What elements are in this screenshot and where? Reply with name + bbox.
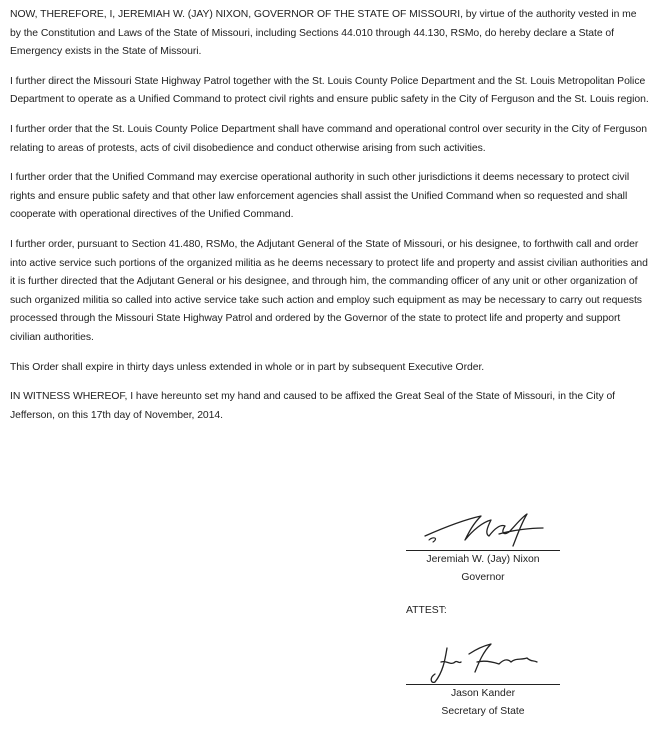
- paragraph-witness: IN WITNESS WHEREOF, I have hereunto set my hand and caused to be affixed the Great Seal of the State of Missouri, in the City of Jefferson, on this 17th day of November, 2014.: [10, 391, 616, 421]
- governor-signature-image: [403, 506, 563, 550]
- paragraph-unified-command: I further direct the Missouri State Highway Patrol together with the St. Louis County Police Department and the St. Louis Metropolitan Police Department to operate as a Unified Command to protect civil rights and ensure public safety in the City of Ferguson and the St. Louis region.: [10, 75, 649, 106]
- secretary-title: Secretary of State: [441, 706, 525, 717]
- paragraph-militia-order: I further order, pursuant to Section 41.480, RSMo, the Adjutant General of the State of Missouri, or his designee, to forthwith call and order into active service such portions of the organized militia as he deems necessary to protect life and property and assist civilian authorities and it is further directed that the Adjutant General or his designee, and through him, the commanding officer of any unit or other organization of such organized militia so called into active service take such action and employ such equipment as may be necessary to carry out requests processed through the Missouri State Highway Patrol and ordered by the Governor of the state to protect life and property and support civilian authorities.: [10, 238, 648, 343]
- secretary-signature-block: [403, 640, 563, 721]
- governor-signature-block: [403, 506, 563, 587]
- paragraph-operational-authority: I further order that the Unified Command may exercise operational authority in such other jurisdictions it deems necessary to protect civil rights and ensure public safety and that other law enforcement agencies shall assist the Unified Command when so requested and shall cooperate with operational directives of the Unified Command.: [10, 172, 630, 221]
- governor-title: Governor: [461, 572, 505, 583]
- secretary-signature-image: [403, 640, 563, 684]
- governor-name: Jeremiah W. (Jay) Nixon: [426, 554, 540, 565]
- paragraph-expiration: This Order shall expire in thirty days unless extended in whole or in part by subsequent Executive Order.: [10, 361, 485, 373]
- paragraph-county-police-control: I further order that the St. Louis County Police Department shall have command and operational control over security in the City of Ferguson relating to areas of protests, acts of civil disobedience and conduct otherwise arising from such activities.: [10, 123, 647, 154]
- secretary-name: Jason Kander: [450, 688, 516, 699]
- attest-label: ATTEST:: [406, 605, 447, 616]
- paragraph-declaration: NOW, THEREFORE, I, JEREMIAH W. (JAY) NIXON, GOVERNOR OF THE STATE OF MISSOURI, by virtue of the authority vested in me by the Constitution and Laws of the State of Missouri, including Sections 44.010 through 44.130, RSMo, do hereby declare a State of Emergency exists in the State of Missouri.: [10, 9, 637, 58]
- executive-order-body: [10, 6, 650, 436]
